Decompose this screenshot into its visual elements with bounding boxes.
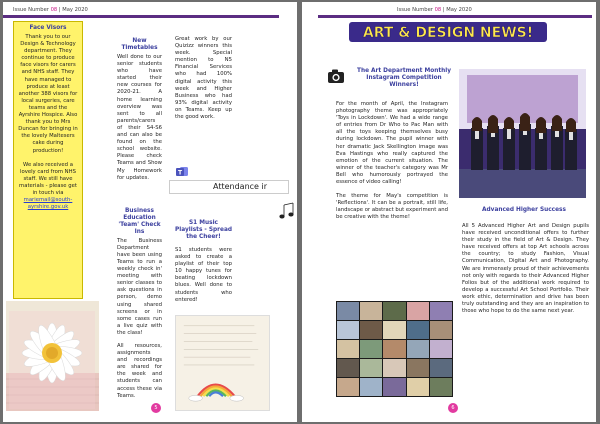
teams-icon	[176, 165, 189, 178]
teams-checkins-body-2: All resources, assignments and recordings are shared for the week and students can access these via Teams.	[117, 343, 162, 399]
advanced-higher-heading: Advanced Higher Success	[482, 207, 566, 213]
instagram-body-2: The theme for May's competition is 'Reflections'. It can be a portrait, still life, landscape or abstract but experiment and be creative with the theme!	[336, 193, 448, 221]
page-number: 5	[151, 403, 161, 413]
advanced-higher-group-photo	[459, 69, 586, 198]
flower-card-photo	[6, 301, 99, 411]
new-timetables-body: Well done to our senior students who have started their new courses for 2020-21. A home learning overview was sent to all parents/carers of their S4-S6 and can also be found on the school website. Please check Teams and Show My Homework for updates.	[117, 54, 162, 181]
music-section	[175, 220, 232, 304]
page-number: 6	[448, 403, 458, 413]
music-notes-icon	[278, 202, 296, 222]
banner-title: ART & DESIGN NEWS!	[362, 25, 534, 41]
column-middle-left	[117, 38, 162, 400]
teams-checkins-body: The Business Department have been using Teams to run a weekly check in' meeting with senior classes to ask questions in person, demo using shared screens or in some cases run a live quiz with the class!	[117, 237, 162, 336]
quiz-body: Great work by our Quizizz winners this week. Special mention to N5 Financial Services who had 100% digital activity this week and Higher Business who had 93% digital activity on Teams. Keep up the good work.	[175, 36, 232, 121]
attendance-strip: Attendance ir	[169, 180, 289, 194]
instagram-heading: The Art Department Monthly Instagram Competition Winners!	[356, 68, 452, 88]
face-visors-body: Thank you to our Design & Technology department. They continue to produce face visors for carers and NHS staff. They have managed to produce at least another 388 visors for local surgeries, care teams and the Ayrshire Hospice. Also thank you to Mrs Duncan for bringing in the lovely Maltesers cake during production!	[18, 34, 78, 154]
playlist-drawing-photo	[175, 315, 270, 411]
issue-header: Issue Number 08 | May 2020	[397, 7, 472, 13]
svg-text:T: T	[177, 169, 183, 177]
music-body: S1 students were asked to create a playlist of their top 10 happy tunes for beating lockdown blues. Well done to students who entered!	[175, 247, 232, 303]
newsletter-page-right	[302, 2, 596, 422]
instagram-body: For the month of April, the Instagram photography theme was appropriately 'Toys in Lockdown'. We had a wide range of entries from Dr Who to Pac Man with all the toys keeping themselves busy during lockdown. The pupil winner with her dramatic Jack Skellington image was Eva Hastings who really captured the emotion of the current situation. The winner of the teacher's category was Mr Bell who humorously portrayed the essence of video calling!	[336, 101, 448, 186]
header-rule	[3, 15, 279, 18]
teams-checkins-heading: Business Education 'Team' Check Ins	[118, 207, 161, 235]
art-design-news-banner	[348, 21, 548, 43]
video-call-screenshot	[336, 301, 453, 397]
instagram-column	[336, 101, 448, 222]
camera-icon	[327, 68, 345, 84]
issue-header: Issue Number 08 | May 2020	[13, 7, 88, 13]
newsletter-page-left	[3, 2, 297, 422]
header-rule	[318, 15, 592, 18]
advanced-higher-body: All 5 Advanced Higher Art and Design pupils have received unconditional offers to further their study in the field of Art & Design. They have received offers at top Art schools across the country; to study Fashion, Visual Communication, Digital Art and Photography. We are immensely proud of their achievements not only with regards to their Advanced Higher Folios but of the additional work required to develop a successful Art School Portfolio. Their work ethic, determination and drive has been truly outstanding and they are an inspiration to those who hope to do the same next year.	[462, 223, 589, 315]
music-heading: S1 Music Playlists - Spread the Cheer!	[175, 220, 233, 240]
new-timetables-heading: New Timetables	[121, 38, 158, 51]
face-visors-body-2: We also received a lovely card from NHS staff. We still have materials - please get in touch via mariemail@south-ayrshire.gov.uk	[19, 161, 77, 211]
face-visors-box	[13, 21, 83, 299]
face-visors-heading: Face Visors	[29, 25, 67, 31]
email-link[interactable]: mariemail@south-ayrshire.gov.uk	[23, 197, 73, 211]
advanced-higher-column	[462, 223, 589, 315]
column-right	[175, 38, 232, 121]
